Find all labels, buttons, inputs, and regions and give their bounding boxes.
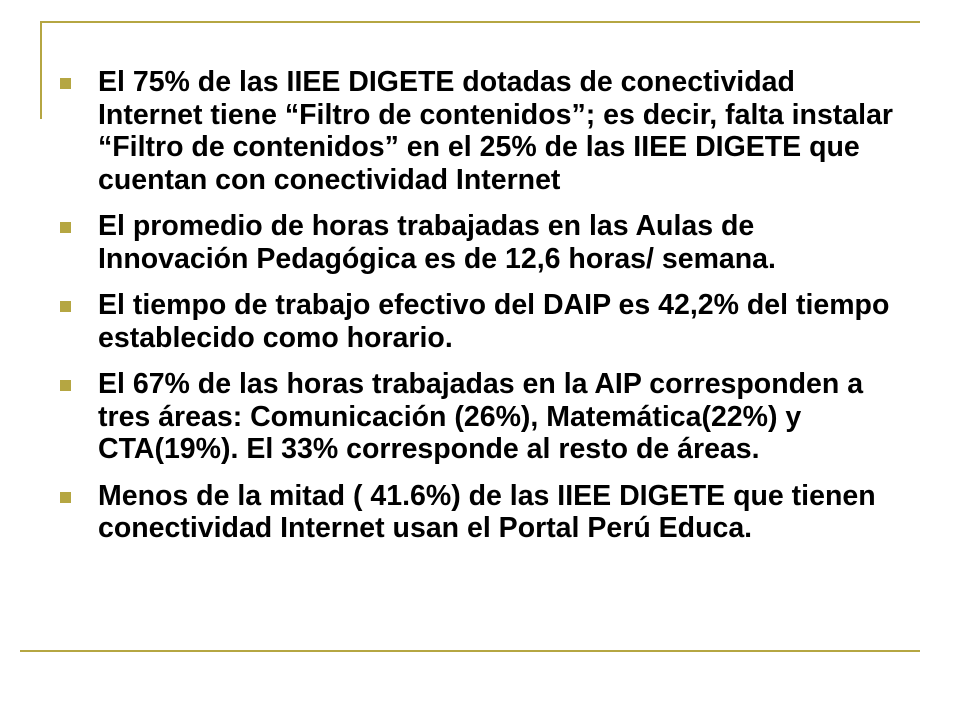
frame-bottom-line <box>20 650 920 652</box>
square-bullet-icon <box>60 301 71 312</box>
frame-left-line <box>40 21 42 119</box>
bullet-text: El promedio de horas trabajadas en las Aulas de Innovación Pedagógica es de 12,6 horas/ semana. <box>98 210 776 275</box>
square-bullet-icon <box>60 78 71 89</box>
bullet-item <box>60 210 900 275</box>
bullet-text: El 75% de las IIEE DIGETE dotadas de conectividad Internet tiene “Filtro de contenidos”; es decir, falta instalar “Filtro de contenidos” en el 25% de las IIEE DIGETE que cuentan con conectividad Internet <box>98 66 894 196</box>
bullet-text: El 67% de las horas trabajadas en la AIP corresponden a tres áreas: Comunicación (26%), Matemática(22%) y CTA(19%). El 33% corresponde al resto de áreas. <box>98 368 864 465</box>
frame-top-line <box>40 21 920 23</box>
bullet-item <box>60 289 900 354</box>
square-bullet-icon <box>60 222 71 233</box>
bullet-item <box>60 66 900 196</box>
bullet-text: El tiempo de trabajo efectivo del DAIP es 42,2% del tiempo establecido como horario. <box>98 289 890 354</box>
bullet-item <box>60 368 900 466</box>
square-bullet-icon <box>60 380 71 391</box>
bullet-list <box>60 66 900 559</box>
bullet-item <box>60 480 900 545</box>
bullet-text: Menos de la mitad ( 41.6%) de las IIEE DIGETE que tienen conectividad Internet usan el Portal Perú Educa. <box>98 479 876 544</box>
square-bullet-icon <box>60 492 71 503</box>
